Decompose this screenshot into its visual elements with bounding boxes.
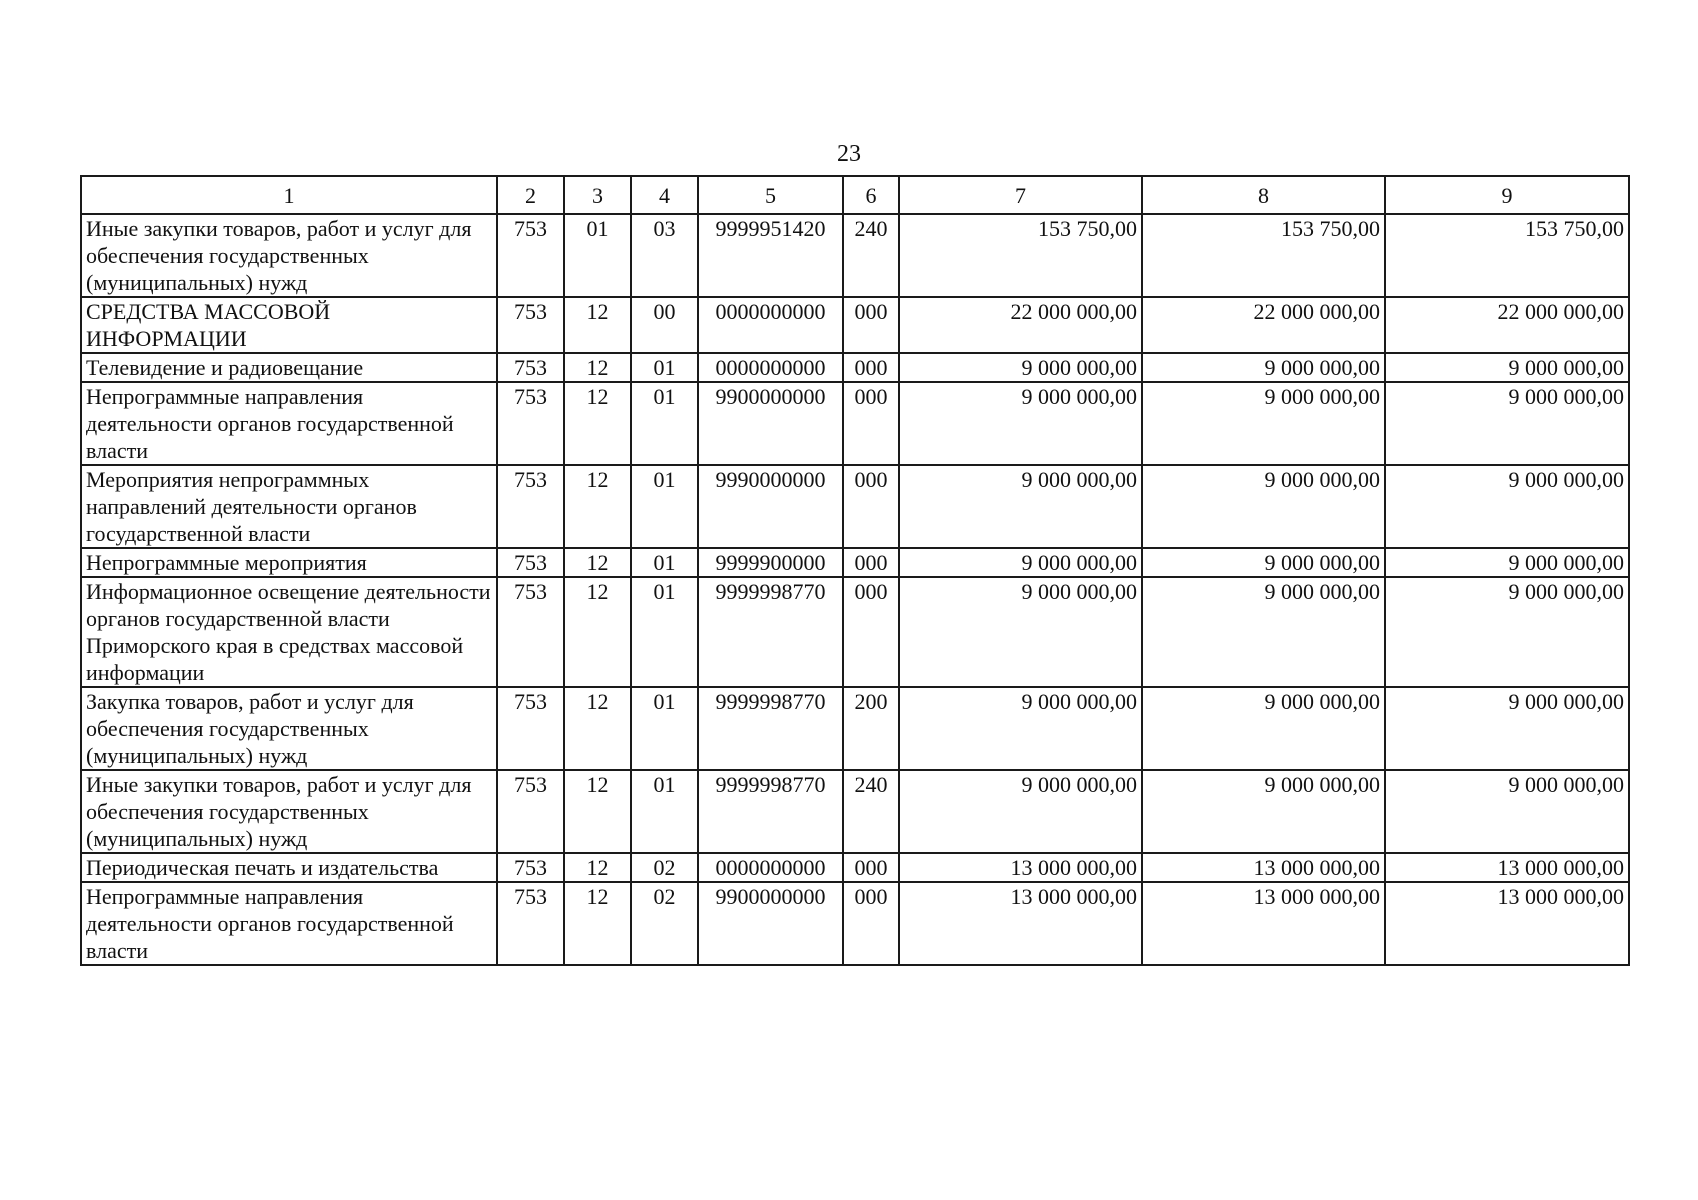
cell-amount-col8: 9 000 000,00 xyxy=(1142,548,1385,577)
cell-section-code: 12 xyxy=(564,353,631,382)
row-name: Телевидение и радиовещание xyxy=(81,353,497,382)
row-name: Непрограммные направления деятельности органов государственной власти xyxy=(81,882,497,965)
cell-section-code: 12 xyxy=(564,297,631,353)
cell-ministry-code: 753 xyxy=(497,882,564,965)
cell-section-code: 12 xyxy=(564,882,631,965)
cell-amount-col7: 9 000 000,00 xyxy=(899,577,1142,687)
cell-subsection-code: 00 xyxy=(631,297,698,353)
page-number: 23 xyxy=(837,141,861,167)
cell-amount-col7: 9 000 000,00 xyxy=(899,353,1142,382)
row-name: Мероприятия непрограммных направлений деятельности органов государственной власти xyxy=(81,465,497,548)
table-row xyxy=(81,548,1629,577)
cell-amount-col7: 13 000 000,00 xyxy=(899,882,1142,965)
cell-section-code: 01 xyxy=(564,214,631,297)
cell-amount-col7: 9 000 000,00 xyxy=(899,465,1142,548)
cell-expense-type-code: 000 xyxy=(843,382,899,465)
cell-ministry-code: 753 xyxy=(497,297,564,353)
cell-amount-col7: 153 750,00 xyxy=(899,214,1142,297)
cell-amount-col9: 9 000 000,00 xyxy=(1385,382,1629,465)
cell-ministry-code: 753 xyxy=(497,382,564,465)
cell-amount-col8: 9 000 000,00 xyxy=(1142,353,1385,382)
cell-amount-col9: 9 000 000,00 xyxy=(1385,687,1629,770)
cell-target-code: 9999900000 xyxy=(698,548,843,577)
cell-ministry-code: 753 xyxy=(497,687,564,770)
cell-target-code: 9990000000 xyxy=(698,465,843,548)
cell-expense-type-code: 000 xyxy=(843,353,899,382)
column-header: 2 xyxy=(497,176,564,214)
cell-section-code: 12 xyxy=(564,577,631,687)
cell-amount-col9: 9 000 000,00 xyxy=(1385,770,1629,853)
cell-amount-col9: 22 000 000,00 xyxy=(1385,297,1629,353)
cell-section-code: 12 xyxy=(564,382,631,465)
cell-target-code: 9900000000 xyxy=(698,382,843,465)
column-header: 3 xyxy=(564,176,631,214)
cell-amount-col7: 13 000 000,00 xyxy=(899,853,1142,882)
cell-amount-col7: 9 000 000,00 xyxy=(899,382,1142,465)
cell-target-code: 0000000000 xyxy=(698,853,843,882)
cell-amount-col7: 22 000 000,00 xyxy=(899,297,1142,353)
cell-amount-col8: 9 000 000,00 xyxy=(1142,577,1385,687)
cell-expense-type-code: 000 xyxy=(843,548,899,577)
cell-target-code: 0000000000 xyxy=(698,297,843,353)
cell-section-code: 12 xyxy=(564,548,631,577)
cell-amount-col7: 9 000 000,00 xyxy=(899,548,1142,577)
cell-amount-col9: 13 000 000,00 xyxy=(1385,853,1629,882)
cell-amount-col8: 13 000 000,00 xyxy=(1142,853,1385,882)
cell-target-code: 9999998770 xyxy=(698,770,843,853)
cell-section-code: 12 xyxy=(564,687,631,770)
cell-subsection-code: 01 xyxy=(631,382,698,465)
column-header: 8 xyxy=(1142,176,1385,214)
cell-target-code: 9999998770 xyxy=(698,687,843,770)
table-row xyxy=(81,214,1629,297)
table-row xyxy=(81,297,1629,353)
cell-amount-col8: 153 750,00 xyxy=(1142,214,1385,297)
cell-ministry-code: 753 xyxy=(497,214,564,297)
cell-subsection-code: 01 xyxy=(631,353,698,382)
cell-subsection-code: 01 xyxy=(631,577,698,687)
cell-subsection-code: 01 xyxy=(631,465,698,548)
cell-ministry-code: 753 xyxy=(497,577,564,687)
cell-subsection-code: 02 xyxy=(631,882,698,965)
row-name: Иные закупки товаров, работ и услуг для обеспечения государственных (муниципальных) нужд xyxy=(81,770,497,853)
cell-amount-col8: 9 000 000,00 xyxy=(1142,770,1385,853)
row-name: Непрограммные направления деятельности органов государственной власти xyxy=(81,382,497,465)
cell-subsection-code: 02 xyxy=(631,853,698,882)
cell-subsection-code: 01 xyxy=(631,548,698,577)
cell-subsection-code: 01 xyxy=(631,770,698,853)
table-row xyxy=(81,353,1629,382)
cell-ministry-code: 753 xyxy=(497,853,564,882)
cell-amount-col9: 153 750,00 xyxy=(1385,214,1629,297)
table-row xyxy=(81,882,1629,965)
table-row xyxy=(81,465,1629,548)
column-header: 6 xyxy=(843,176,899,214)
cell-expense-type-code: 000 xyxy=(843,465,899,548)
cell-expense-type-code: 000 xyxy=(843,577,899,687)
table-row xyxy=(81,382,1629,465)
table-row xyxy=(81,853,1629,882)
cell-ministry-code: 753 xyxy=(497,548,564,577)
cell-amount-col9: 9 000 000,00 xyxy=(1385,577,1629,687)
cell-amount-col8: 9 000 000,00 xyxy=(1142,465,1385,548)
table-row xyxy=(81,687,1629,770)
row-name: СРЕДСТВА МАССОВОЙ ИНФОРМАЦИИ xyxy=(81,297,497,353)
cell-amount-col7: 9 000 000,00 xyxy=(899,687,1142,770)
column-header: 5 xyxy=(698,176,843,214)
row-name: Иные закупки товаров, работ и услуг для обеспечения государственных (муниципальных) нужд xyxy=(81,214,497,297)
column-header: 7 xyxy=(899,176,1142,214)
cell-section-code: 12 xyxy=(564,853,631,882)
row-name: Закупка товаров, работ и услуг для обеспечения государственных (муниципальных) нужд xyxy=(81,687,497,770)
cell-expense-type-code: 240 xyxy=(843,214,899,297)
cell-section-code: 12 xyxy=(564,770,631,853)
row-name: Периодическая печать и издательства xyxy=(81,853,497,882)
cell-ministry-code: 753 xyxy=(497,353,564,382)
cell-ministry-code: 753 xyxy=(497,770,564,853)
column-header: 9 xyxy=(1385,176,1629,214)
cell-subsection-code: 01 xyxy=(631,687,698,770)
cell-section-code: 12 xyxy=(564,465,631,548)
cell-subsection-code: 03 xyxy=(631,214,698,297)
table-row xyxy=(81,770,1629,853)
cell-amount-col9: 9 000 000,00 xyxy=(1385,465,1629,548)
cell-amount-col8: 22 000 000,00 xyxy=(1142,297,1385,353)
cell-amount-col7: 9 000 000,00 xyxy=(899,770,1142,853)
cell-expense-type-code: 000 xyxy=(843,297,899,353)
cell-amount-col9: 9 000 000,00 xyxy=(1385,353,1629,382)
row-name: Информационное освещение деятельности органов государственной власти Приморского края в средствах массовой информации xyxy=(81,577,497,687)
cell-target-code: 0000000000 xyxy=(698,353,843,382)
table-row xyxy=(81,577,1629,687)
cell-amount-col9: 13 000 000,00 xyxy=(1385,882,1629,965)
cell-expense-type-code: 200 xyxy=(843,687,899,770)
row-name: Непрограммные мероприятия xyxy=(81,548,497,577)
cell-amount-col8: 13 000 000,00 xyxy=(1142,882,1385,965)
cell-amount-col9: 9 000 000,00 xyxy=(1385,548,1629,577)
cell-target-code: 9999951420 xyxy=(698,214,843,297)
header-row xyxy=(81,176,1629,214)
cell-target-code: 9999998770 xyxy=(698,577,843,687)
column-header: 4 xyxy=(631,176,698,214)
cell-expense-type-code: 000 xyxy=(843,853,899,882)
cell-amount-col8: 9 000 000,00 xyxy=(1142,382,1385,465)
cell-expense-type-code: 000 xyxy=(843,882,899,965)
budget-table xyxy=(80,175,1630,966)
cell-amount-col8: 9 000 000,00 xyxy=(1142,687,1385,770)
cell-expense-type-code: 240 xyxy=(843,770,899,853)
column-header: 1 xyxy=(81,176,497,214)
cell-target-code: 9900000000 xyxy=(698,882,843,965)
cell-ministry-code: 753 xyxy=(497,465,564,548)
